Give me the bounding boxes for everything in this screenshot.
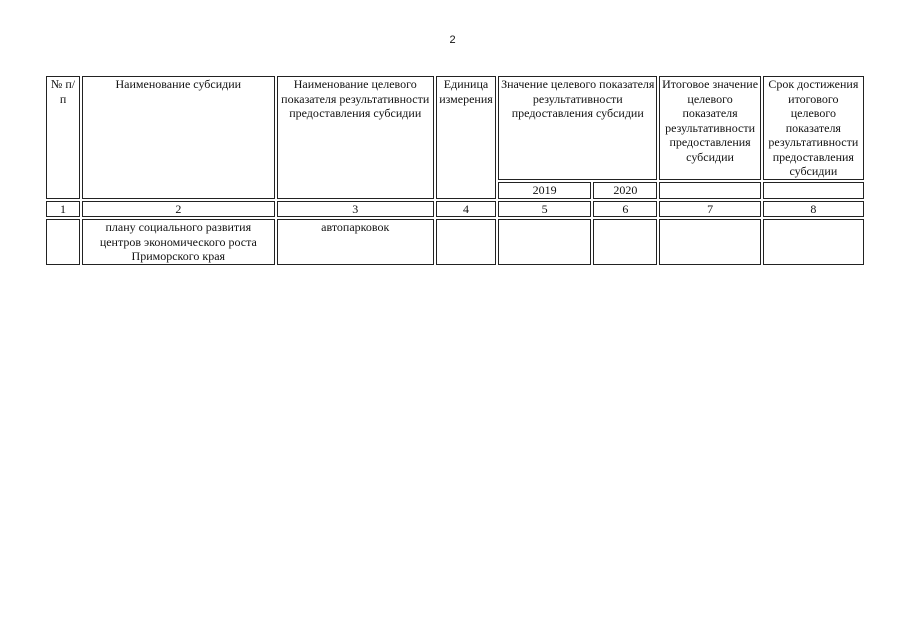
cell-number	[46, 219, 80, 265]
header-indicator-name: Наименование целевого показателя результативности предоставления субсидии	[277, 76, 434, 199]
subsidy-indicators-table	[44, 74, 866, 267]
column-number-1: 1	[46, 201, 80, 218]
cell-indicator-name: автопарковок	[277, 219, 434, 265]
header-deadline: Срок достижения итогового целевого показателя результативности предоставления субсидии	[763, 76, 864, 180]
column-number-2: 2	[82, 201, 274, 218]
header-unit: Единица измерения	[436, 76, 496, 199]
header-target-value: Значение целевого показателя результативности предоставления субсидии	[498, 76, 657, 180]
cell-subsidy-name: плану социального развития центров экономического роста Приморского края	[82, 219, 274, 265]
cell-value-2019	[498, 219, 591, 265]
header-final-value: Итоговое значение целевого показателя результативности предоставления субсидии	[659, 76, 760, 180]
header-year-2019: 2019	[498, 182, 591, 199]
column-number-4: 4	[436, 201, 496, 218]
column-number-3: 3	[277, 201, 434, 218]
header-deadline-sub	[763, 182, 864, 199]
header-number: № п/п	[46, 76, 80, 199]
column-number-8: 8	[763, 201, 864, 218]
table-row	[46, 219, 864, 265]
cell-deadline	[763, 219, 864, 265]
column-number-5: 5	[498, 201, 591, 218]
page-number: 2	[449, 34, 456, 46]
header-year-2020: 2020	[593, 182, 657, 199]
cell-value-2020	[593, 219, 657, 265]
cell-unit	[436, 219, 496, 265]
header-final-value-sub	[659, 182, 760, 199]
header-subsidy-name: Наименование субсидии	[82, 76, 274, 199]
column-number-7: 7	[659, 201, 760, 218]
column-number-6: 6	[593, 201, 657, 218]
cell-final-value	[659, 219, 760, 265]
